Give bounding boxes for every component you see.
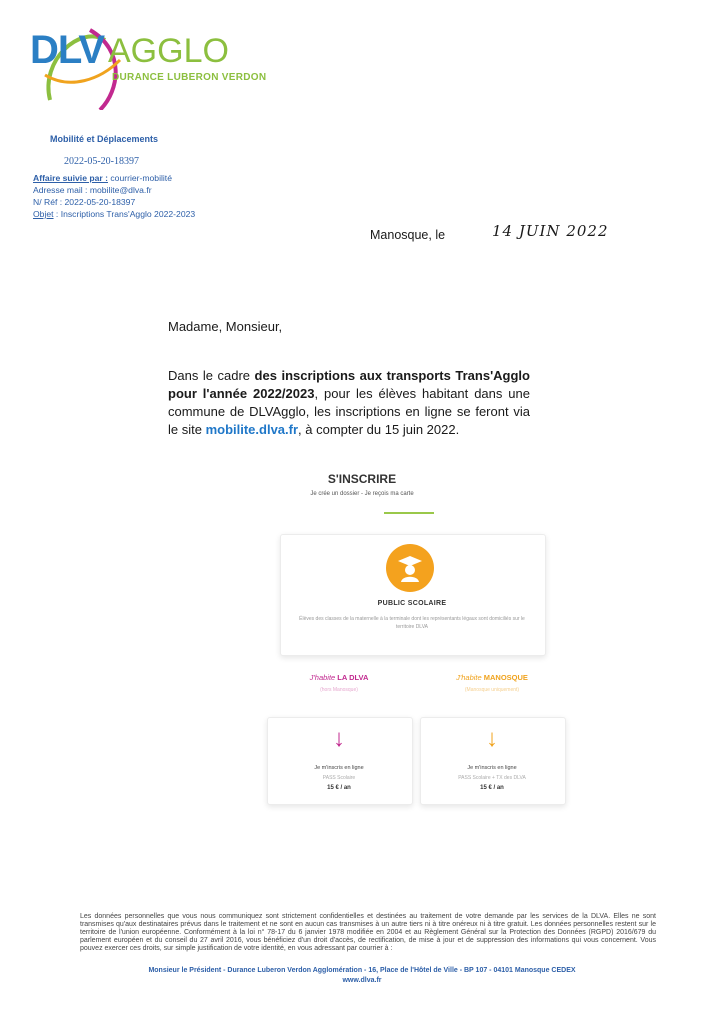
place-date-label: Manosque, le bbox=[370, 228, 446, 242]
figure-title: S'INSCRIRE bbox=[327, 472, 397, 486]
card-title: PUBLIC SCOLAIRE bbox=[377, 600, 447, 607]
para-text-1: Dans le cadre bbox=[168, 368, 255, 383]
option-dlva-title bbox=[267, 673, 411, 682]
mail-line: Adresse mail : mobilite@dlva.fr bbox=[33, 185, 152, 195]
option-manosque-place: MANOSQUE bbox=[483, 673, 528, 682]
option-dlva-pass: PASS Scolaire bbox=[322, 775, 356, 781]
option-dlva-prefix: J'habite bbox=[309, 673, 338, 682]
ref-line: N/ Réf : 2022-05-20-18397 bbox=[33, 197, 136, 207]
affaire-label: Affaire suivie par : bbox=[33, 173, 108, 183]
footer-address: Monsieur le Président - Durance Luberon Verdon Agglomération - 16, Place de l'Hôtel de Ville - BP 107 - 04101 Manosque CEDEX bbox=[148, 967, 576, 974]
service-name: Mobilité et Déplacements bbox=[50, 134, 159, 144]
footer-website[interactable]: www.dlva.fr bbox=[342, 977, 382, 984]
option-manosque-title bbox=[420, 673, 564, 682]
figure-underline bbox=[384, 512, 434, 514]
affaire-line bbox=[33, 173, 172, 183]
option-dlva-price: 15 € / an bbox=[327, 785, 351, 791]
para-bold: des inscriptions aux transports Trans'Agglo pour l'année 2022/2023 bbox=[168, 368, 530, 401]
reference-number: 2022-05-20-18397 bbox=[64, 156, 139, 167]
logo-brand-b: AGGLO bbox=[108, 32, 229, 70]
option-manosque-line: Je m'inscris en ligne bbox=[467, 765, 517, 771]
para-text-2: , pour les élèves habitant dans une commune de DLVAgglo, les inscriptions en ligne se feront via le site bbox=[168, 386, 530, 437]
card-description: Élèves des classes de la maternelle à la terminale dont les représentants légaux sont domiciliés sur le territoire DLVA bbox=[299, 616, 525, 630]
option-manosque-pass: PASS Scolaire + TX des DLVA bbox=[458, 775, 526, 781]
arrow-down-icon: ↓ bbox=[486, 725, 498, 752]
affaire-value: courrier-mobilité bbox=[107, 173, 172, 183]
date-stamp: 14 JUIN 2022 bbox=[492, 222, 609, 240]
objet-line bbox=[33, 209, 195, 219]
student-icon bbox=[386, 544, 434, 592]
option-manosque-hint: (Manosque uniquement) bbox=[464, 687, 520, 693]
option-manosque-price: 15 € / an bbox=[480, 785, 504, 791]
logo-tagline: DURANCE LUBERON VERDON bbox=[112, 72, 267, 83]
objet-label: Objet bbox=[33, 209, 54, 219]
option-dlva-line: Je m'inscris en ligne bbox=[314, 765, 364, 771]
logo-brand-a: DLV bbox=[30, 28, 105, 72]
legal-notice: Les données personnelles que vous nous communiquez sont strictement confidentielles et destinées au traitement de votre demande par les services de la DLVA. Elles ne sont transmises qu'aux destinataires prévus dans le traitement et ne sont en aucun cas transmises à un autre tiers ni à titre onéreux ni à titre gratuit. Les données personnelles restent sur le territoire de l'union européenne. Conformément à la loi n° 78-17 du 6 janvier 1978 modifiée en 2004 et au Règlement Général sur la Protection des Données (RGPD) 2016/679 du parlement européen et du conseil du 27 avril 2016, vous bénéficiez d'un droit d'accès, de rectification, de mise à jour et de suppression des informations qui vous concernent. Vous pouvez exercer ces droits, sur simple justification de votre identité, en vous adressant par courrier à : bbox=[80, 913, 656, 952]
salutation: Madame, Monsieur, bbox=[168, 319, 283, 334]
objet-value: : Inscriptions Trans'Agglo 2022-2023 bbox=[53, 209, 196, 219]
mobilite-link[interactable]: mobilite.dlva.fr bbox=[205, 422, 299, 437]
letter-paragraph bbox=[168, 367, 530, 439]
graduate-icon bbox=[386, 544, 434, 592]
arrow-down-icon: ↓ bbox=[333, 725, 345, 752]
option-dlva-place: LA DLVA bbox=[337, 673, 369, 682]
option-manosque-prefix: J'habite bbox=[456, 673, 484, 682]
para-text-3: , à compter du 15 juin 2022. bbox=[298, 422, 460, 437]
figure-subtitle: Je crée un dossier - Je reçois ma carte bbox=[310, 491, 414, 497]
option-dlva-hint: (hors Manosque) bbox=[320, 687, 358, 693]
